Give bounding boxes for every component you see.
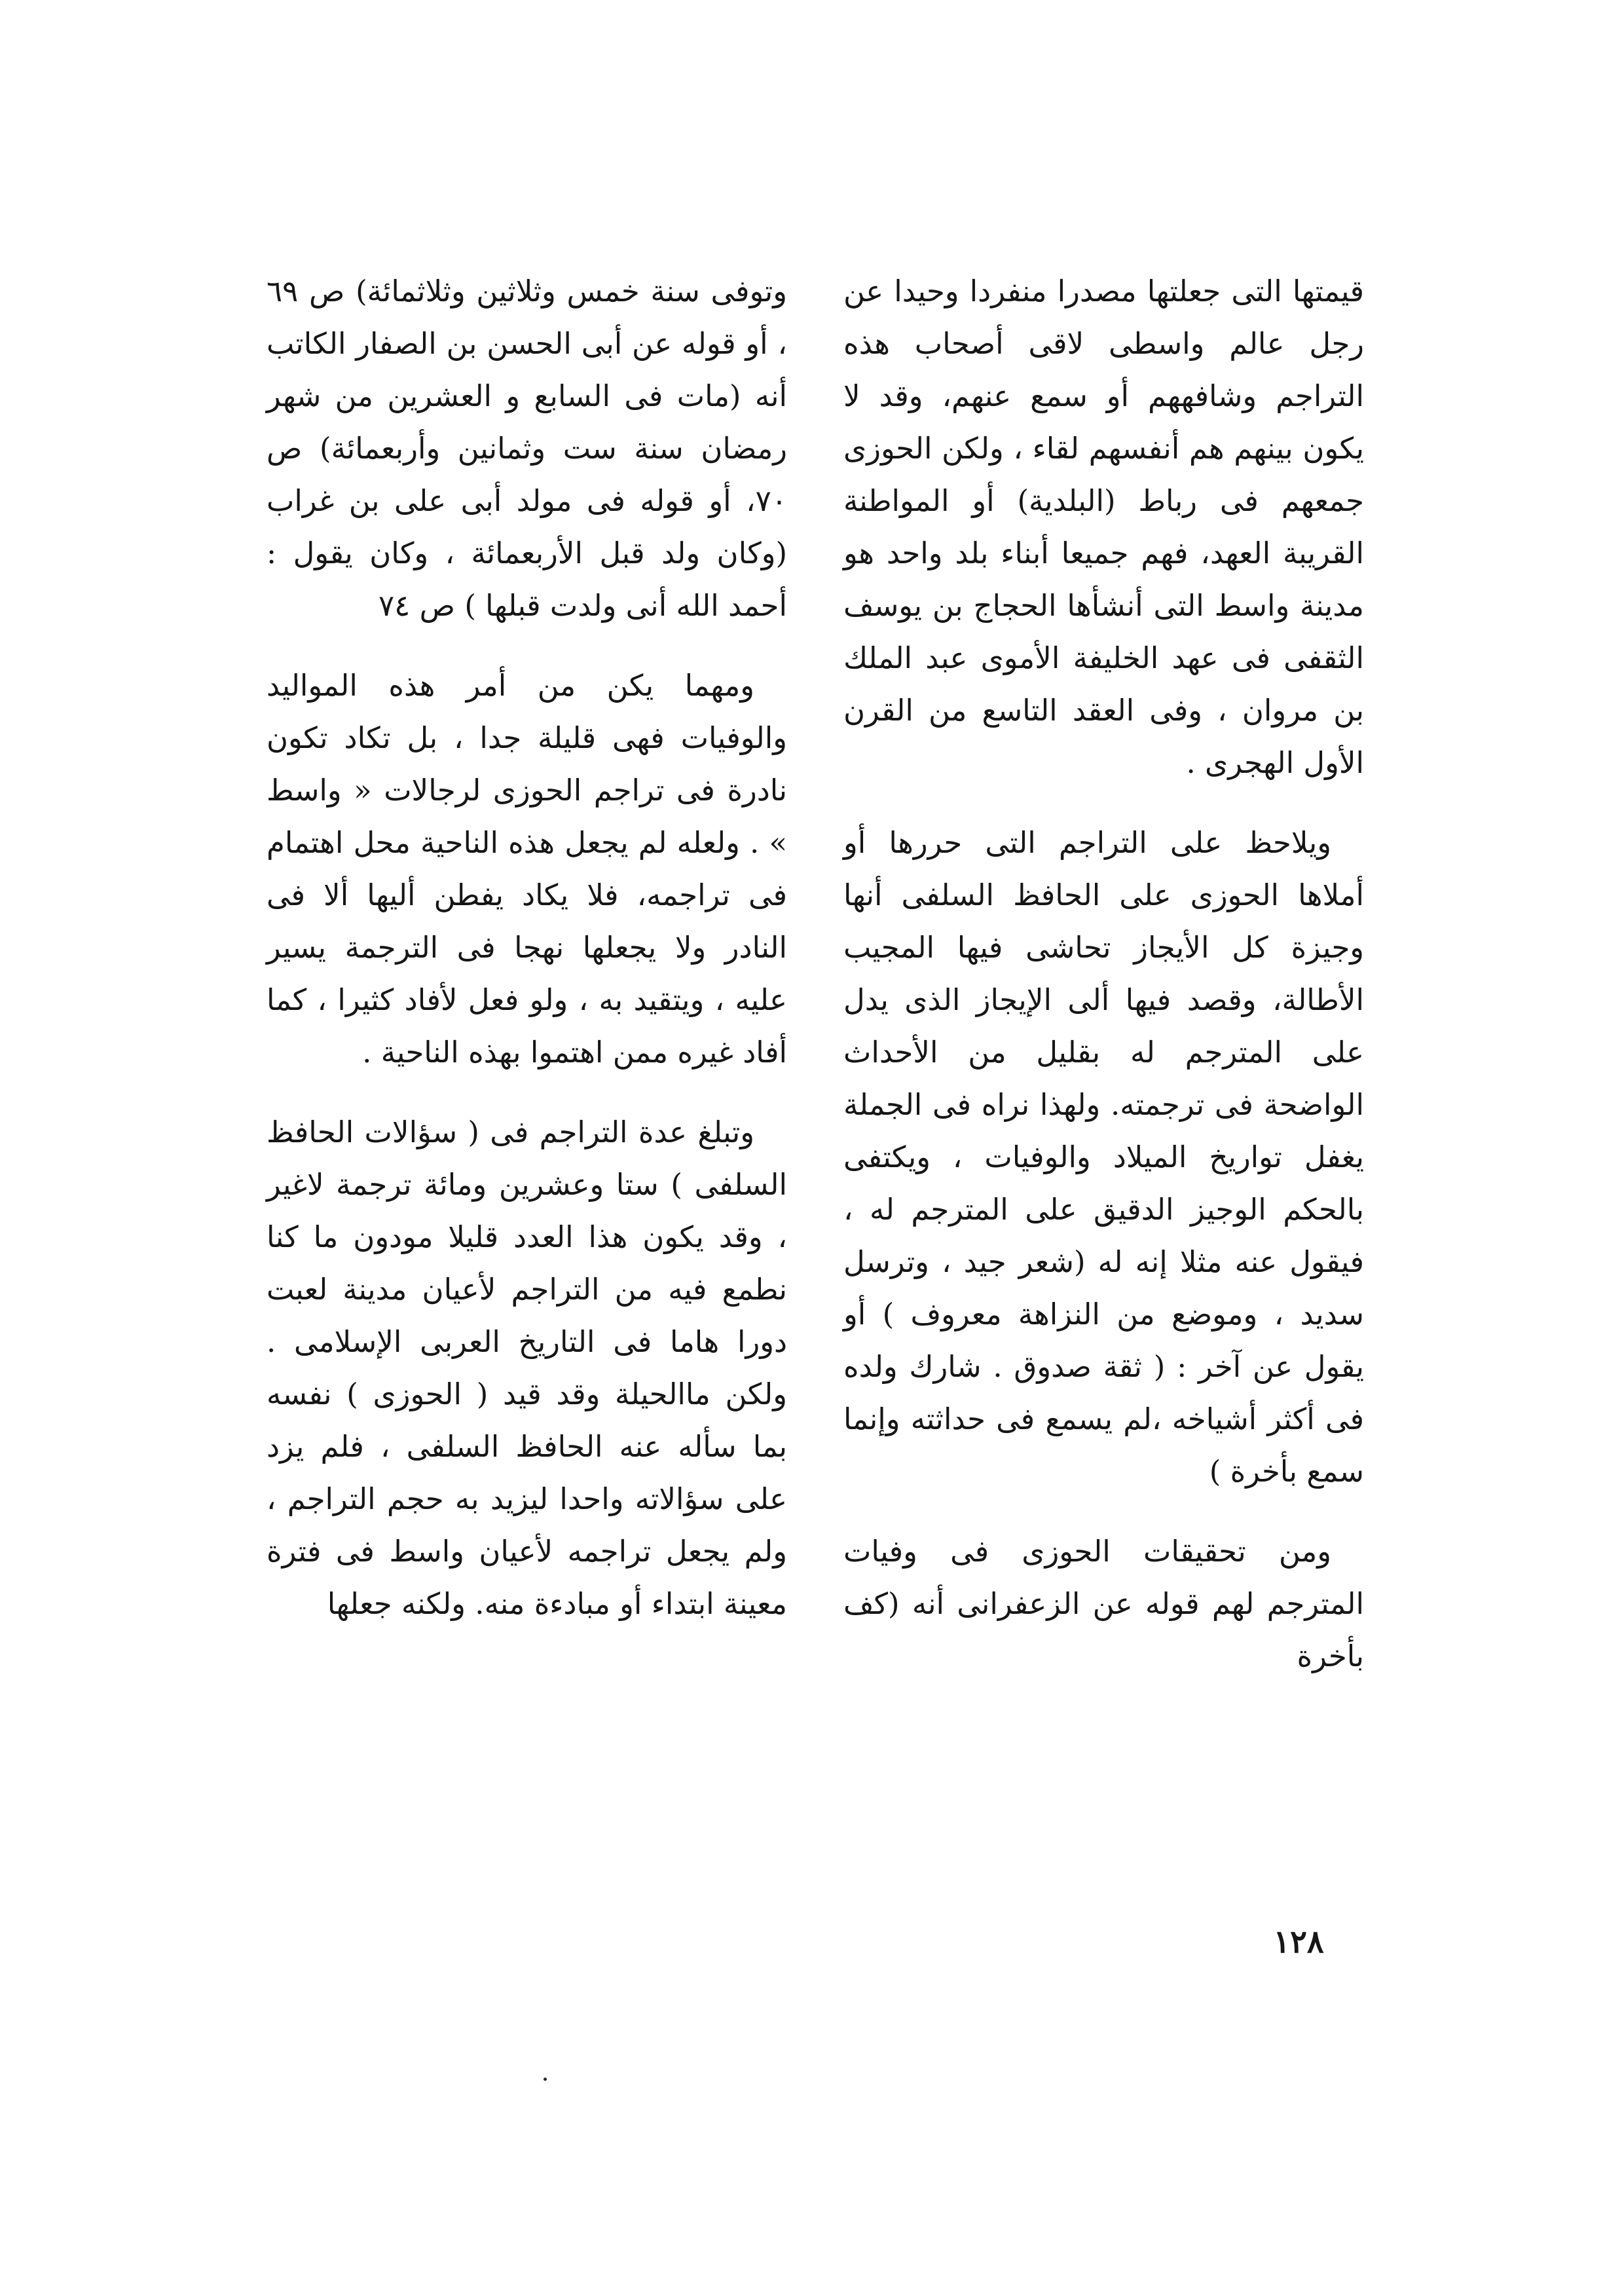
- right-text-column: [843, 265, 1364, 1710]
- paragraph: قيمتها التى جعلتها مصدرا منفردا وحيدا عن رجل عالم واسطى لاقى أصحاب هذه التراجم وشافههم أو سمع عنهم، وقد لا يكون بينهم هم أنفسهم لقاء ، ولكن الحوزى جمعهم فى رباط (البلدية) أو المواطنة القريبة العهد، فهم جميعا أبناء بلد واحد هو مدينة واسط التى أنشأها الحجاج بن يوسف الثقفى فى عهد الخليفة الأموى عبد الملك بن مروان ، وفى العقد التاسع من القرن الأول الهجرى .: [843, 274, 1364, 780]
- paragraph: ومهما يكن من أمر هذه المواليد والوفيات فهى قليلة جدا ، بل تكاد تكون نادرة فى تراجم الحوزى لرجالات « واسط » . ولعله لم يجعل هذه الناحية محل اهتمام فى تراجمه، فلا يكاد يفطن أليها ألا فى النادر ولا يجعلها نهجا فى الترجمة يسير عليه ، ويتقيد به ، ولو فعل لأفاد كثيرا ، كما أفاد غيره ممن اهتموا بهذه الناحية .: [267, 668, 787, 1070]
- paragraph: وتوفى سنة خمس وثلاثين وثلاثمائة) ص ٦٩ ، أو قوله عن أبى الحسن بن الصفار الكاتب أنه (مات فى السابع و العشرين من شهر رمضان سنة ست وثمانين وأربعمائة) ص ٧٠، أو قوله فى مولد أبى على بن غراب (وكان ولد قبل الأربعمائة ، وكان يقول : أحمد الله أنى ولدت قبلها ) ص ٧٤: [267, 274, 787, 623]
- paragraph: ويلاحظ على التراجم التى حررها أو أملاها الحوزى على الحافظ السلفى أنها وجيزة كل الأيجاز تحاشى فيها المجيب الأطالة، وقصد فيها ألى الإيجاز الذى يدل على المترجم له بقليل من الأحداث الواضحة فى ترجمته. ولهذا نراه فى الجملة يغفل تواريخ الميلاد والوفيات ، ويكتفى بالحكم الوجيز الدقيق على المترجم له ، فيقول عنه مثلا إنه له (شعر جيد ، وترسل سديد ، وموضع من النزاهة معروف ) أو يقول عن آخر : ( ثقة صدوق . شارك ولده فى أكثر أشياخه ،لم يسمع فى حداثته وإنما سمع بأخرة ): [843, 825, 1364, 1489]
- left-text-column: [267, 265, 787, 1658]
- page-number: ١٢٨: [1273, 1924, 1324, 1960]
- paragraph: ومن تحقيقات الحوزى فى وفيات المترجم لهم قوله عن الزعفرانى أنه (كف بأخرة: [843, 1534, 1364, 1673]
- paragraph: وتبلغ عدة التراجم فى ( سؤالات الحافظ السلفى ) ستا وعشرين ومائة ترجمة لاغير ، وقد يكون هذا العدد قليلا مودون ما كنا نطمع فيه من التراجم لأعيان مدينة لعبت دورا هاما فى التاريخ العربى الإسلامى . ولكن ماالحيلة وقد قيد ( الحوزى ) نفسه بما سأله عنه الحافظ السلفى ، فلم يزد على سؤالاته واحدا ليزيد به حجم التراجم ، ولم يجعل تراجمه لأعيان واسط فى فترة معينة ابتداء أو مبادءة منه. ولكنه جعلها: [267, 1115, 787, 1621]
- scan-speck: [544, 2078, 547, 2081]
